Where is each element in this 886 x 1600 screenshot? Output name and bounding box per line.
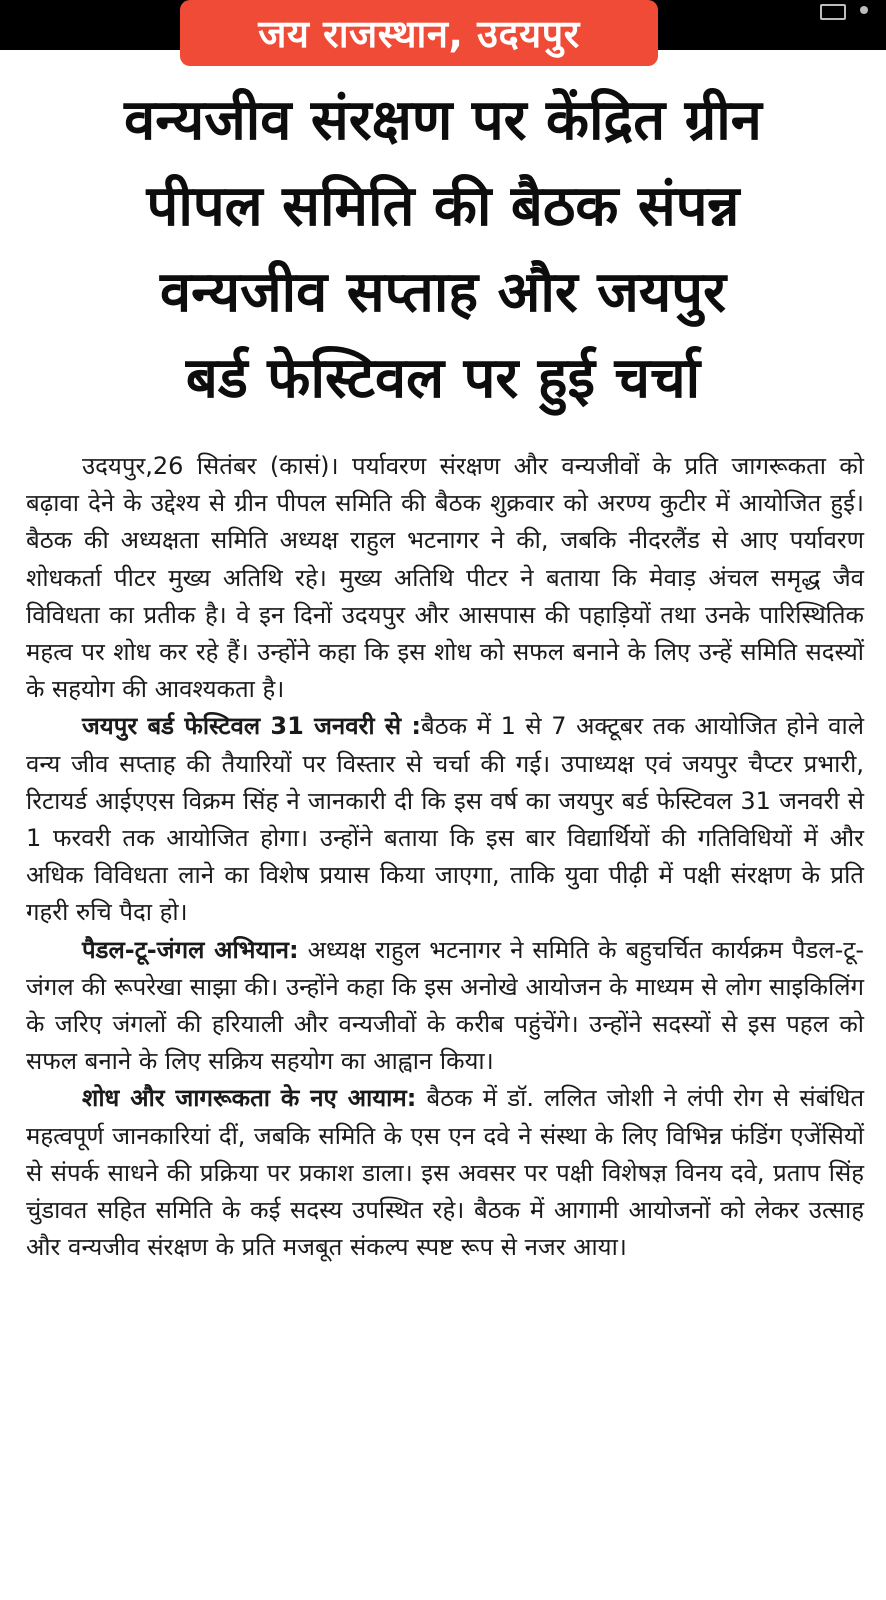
paragraph-lead: पैडल-टू-जंगल अभियान:: [82, 935, 299, 964]
headline-line: वन्यजीव संरक्षण पर केंद्रित ग्रीन: [124, 88, 762, 153]
article-headline: [20, 78, 866, 422]
headline-line: पीपल समिति की बैठक संपन्न: [146, 174, 740, 239]
headline-line: बर्ड फेस्टिवल पर हुई चर्चा: [185, 346, 701, 411]
status-dot-icon: [860, 6, 868, 14]
paragraph-text: अध्यक्ष राहुल भटनागर ने समिति के बहुचर्चित कार्यक्रम पैडल-टू-जंगल की रूपरेखा साझा की। उन्होंने कहा कि इस अनोखे आयोजन के माध्यम से लोग साइकिलिंग के जरिए जंगलों की हरियाली और वन्यजीवों के करीब पहुंचेंगे। उन्होंने सदस्यों से इस पहल को सफल बनाने के लिए सक्रिय सहयोग का आह्वान किया।: [26, 935, 864, 1076]
article-paragraph: [26, 708, 864, 931]
article-paragraph: [26, 448, 864, 708]
window-icon: [820, 4, 846, 20]
newspaper-banner: जय राजस्थान, उदयपुर: [180, 0, 658, 66]
article-body: [26, 448, 864, 1266]
paragraph-lead: शोध और जागरूकता के नए आयाम:: [82, 1084, 417, 1113]
article-paragraph: [26, 1080, 864, 1266]
paragraph-lead: जयपुर बर्ड फेस्टिवल 31 जनवरी से :: [82, 712, 422, 741]
paragraph-text: उदयपुर,26 सितंबर (कासं)। पर्यावरण संरक्षण और वन्यजीवों के प्रति जागरूकता को बढ़ावा देने के उद्देश्य से ग्रीन पीपल समिति की बैठक शुक्रवार को अरण्य कुटीर में आयोजित हुई। बैठक की अध्यक्षता समिति अध्यक्ष राहुल भटनागर ने की, जबकि नीदरलैंड से आए पर्यावरण शोधकर्ता पीटर मुख्य अतिथि रहे। मुख्य अतिथि पीटर ने बताया कि मेवाड़ अंचल समृद्ध जैव विविधता का प्रतीक है। वे इन दिनों उदयपुर और आसपास की पहाड़ियों तथा उनके पारिस्थितिक महत्व पर शोध कर रहे हैं। उन्होंने कहा कि इस शोध को सफल बनाने के लिए उन्हें समिति सदस्यों के सहयोग की आवश्यकता है।: [26, 452, 864, 704]
paragraph-text: बैठक में 1 से 7 अक्टूबर तक आयोजित होने वाले वन्य जीव सप्ताह की तैयारियों पर विस्तार से चर्चा की गई। उपाध्यक्ष एवं जयपुर चैप्टर प्रभारी, रिटायर्ड आईएएस विक्रम सिंह ने जानकारी दी कि इस वर्ष का जयपुर बर्ड फेस्टिवल 31 जनवरी से 1 फरवरी तक आयोजित होगा। उन्होंने बताया कि इस बार विद्यार्थियों की गतिविधियों में और अधिक विविधता लाने का विशेष प्रयास किया जाएगा, ताकि युवा पीढ़ी में पक्षी संरक्षण के प्रति गहरी रुचि पैदा हो।: [26, 712, 864, 927]
headline-line: वन्यजीव सप्ताह और जयपुर: [159, 260, 727, 325]
status-icons: [820, 4, 868, 20]
article-paragraph: [26, 932, 864, 1081]
paragraph-text: बैठक में डॉ. ललित जोशी ने लंपी रोग से संबंधित महत्वपूर्ण जानकारियां दीं, जबकि समिति के एस एन दवे ने संस्था के लिए विभिन्न फंडिंग एजेंसियों से संपर्क साधने की प्रक्रिया पर प्रकाश डाला। इस अवसर पर पक्षी विशेषज्ञ विनय दवे, प्रताप सिंह चुंडावत सहित समिति के कई सदस्य उपस्थित रहे। बैठक में आगामी आयोजनों को लेकर उत्साह और वन्यजीव संरक्षण के प्रति मजबूत संकल्प स्पष्ट रूप से नजर आया।: [26, 1084, 864, 1262]
